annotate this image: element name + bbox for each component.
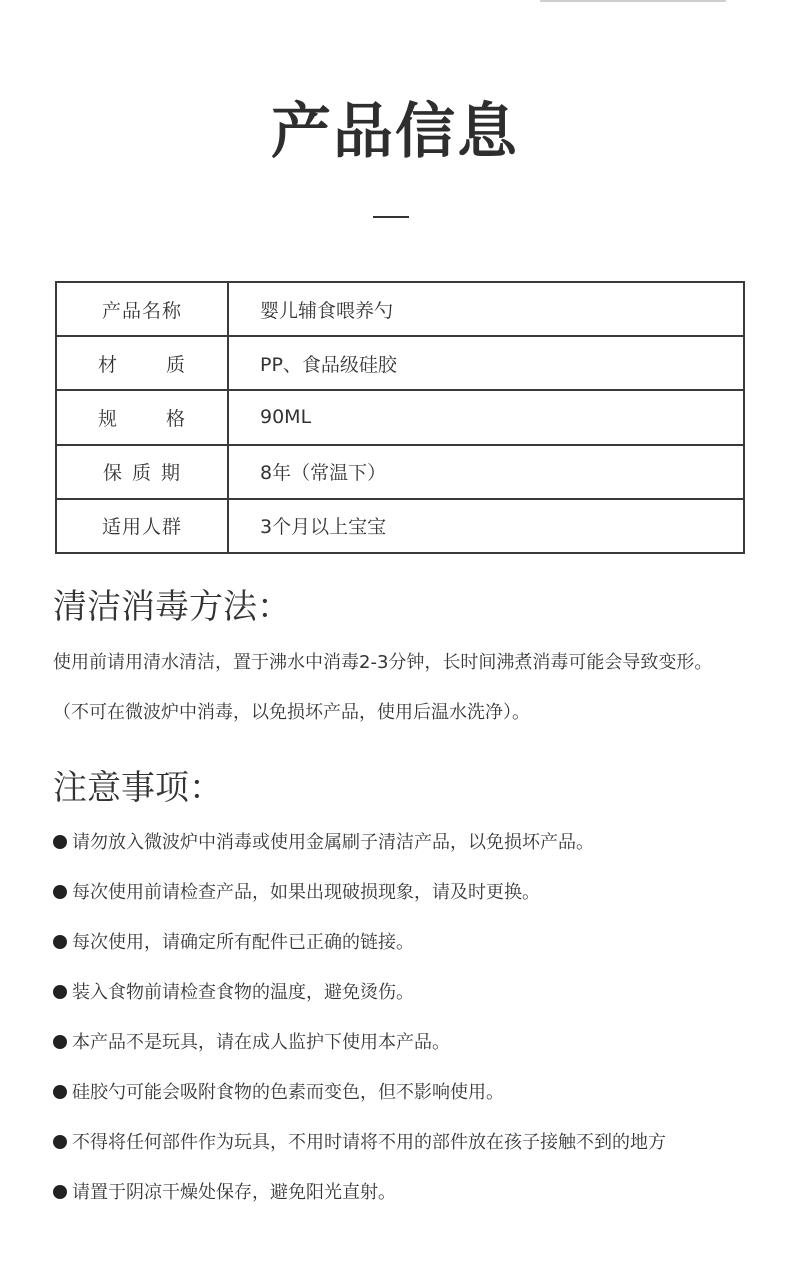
table-row bbox=[56, 445, 744, 499]
list-item: 每次使用前请检查产品，如果出现破损现象，请及时更换。 bbox=[53, 880, 540, 906]
spec-label: 保质期 bbox=[56, 445, 228, 499]
bullet-icon bbox=[53, 985, 67, 999]
spec-value: 90ML bbox=[228, 390, 744, 444]
spec-label: 产品名称 bbox=[56, 282, 228, 336]
spec-label: 适用人群 bbox=[56, 499, 228, 553]
cleaning-line: 使用前请用清水清洁，置于沸水中消毒2-3分钟，长时间沸煮消毒可能会导致变形。 bbox=[53, 652, 713, 673]
title-underline bbox=[373, 216, 409, 218]
bullet-icon bbox=[53, 835, 67, 849]
spec-value: PP、食品级硅胶 bbox=[228, 336, 744, 390]
spec-table bbox=[55, 281, 745, 554]
bullet-icon bbox=[53, 1035, 67, 1049]
bullet-icon bbox=[53, 935, 67, 949]
list-item: 请置于阴凉干燥处保存，避免阳光直射。 bbox=[53, 1180, 396, 1206]
list-item: 装入食物前请检查食物的温度，避免烫伤。 bbox=[53, 980, 414, 1006]
cleaning-line: （不可在微波炉中消毒，以免损坏产品，使用后温水洗净）。 bbox=[53, 702, 530, 723]
list-item: 请勿放入微波炉中消毒或使用金属刷子清洁产品，以免损坏产品。 bbox=[53, 830, 594, 856]
cleaning-heading: 清洁消毒方法： bbox=[53, 587, 291, 627]
bullet-icon bbox=[53, 1185, 67, 1199]
notes-heading: 注意事项： bbox=[53, 768, 223, 808]
bullet-icon bbox=[53, 1085, 67, 1099]
top-divider bbox=[540, 0, 726, 2]
list-item: 不得将任何部件作为玩具，不用时请将不用的部件放在孩子接触不到的地方 bbox=[53, 1130, 666, 1156]
bullet-icon bbox=[53, 885, 67, 899]
page-title: 产品信息 bbox=[271, 97, 519, 167]
spec-value: 3个月以上宝宝 bbox=[228, 499, 744, 553]
bullet-icon bbox=[53, 1135, 67, 1149]
spec-value: 婴儿辅食喂养勺 bbox=[228, 282, 744, 336]
table-row bbox=[56, 390, 744, 444]
table-row bbox=[56, 336, 744, 390]
list-item: 本产品不是玩具，请在成人监护下使用本产品。 bbox=[53, 1030, 450, 1056]
spec-label: 材质 bbox=[56, 336, 228, 390]
list-item: 每次使用，请确定所有配件已正确的链接。 bbox=[53, 930, 414, 956]
spec-value: 8年（常温下） bbox=[228, 445, 744, 499]
spec-label: 规格 bbox=[56, 390, 228, 444]
table-row bbox=[56, 282, 744, 336]
list-item: 硅胶勺可能会吸附食物的色素而变色，但不影响使用。 bbox=[53, 1080, 504, 1106]
table-row bbox=[56, 499, 744, 553]
